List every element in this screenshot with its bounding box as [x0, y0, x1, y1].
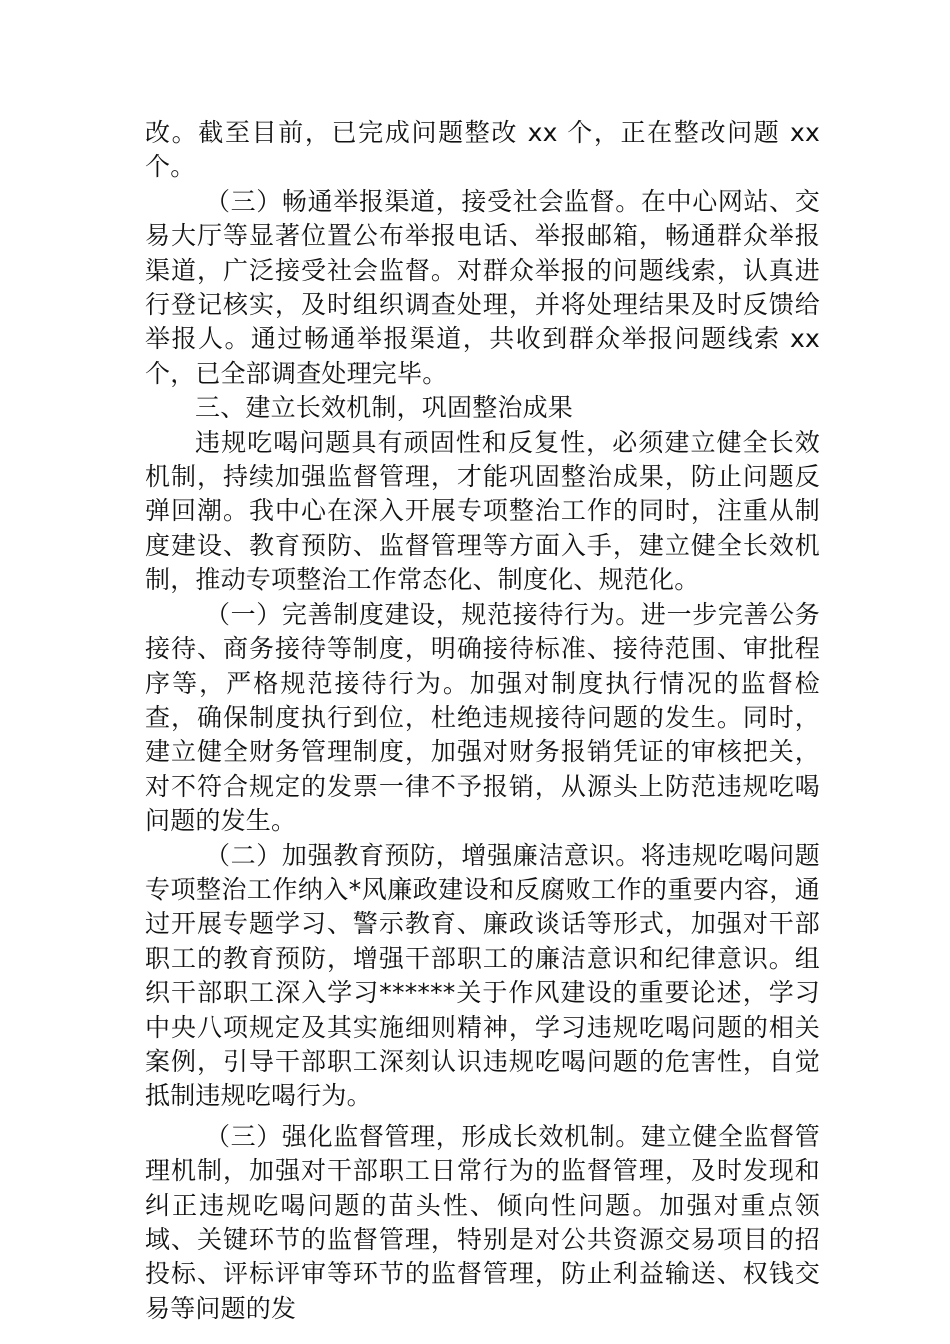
paragraph-subsection-3-supervision: （三）强化监督管理，形成长效机制。建立健全监督管理机制，加强对干部职工日常行为的监督管理，及时发现和纠正违规吃喝问题的苗头性、倾向性问题。加强对重点领域、关键环节的监督管理，特别是对公共资源交易项目的招投标、评标评审等环节的监督管理，防止利益输送、权钱交易等问题的发 — [145, 1121, 820, 1323]
paragraph-continuation: 改。截至目前，已完成问题整改 xx 个，正在整改问题 xx 个。 — [145, 118, 820, 182]
paragraph-section-3-intro: 违规吃喝问题具有顽固性和反复性，必须建立健全长效机制，持续加强监督管理，才能巩固整治成果，防止问题反弹回潮。我中心在深入开展专项整治工作的同时，注重从制度建设、教育预防、监督管理等方面入手，建立健全长效机制，推动专项整治工作常态化、制度化、规范化。 — [145, 427, 820, 595]
paragraph-subsection-2-education: （二）加强教育预防，增强廉洁意识。将违规吃喝问题专项整治工作纳入*风廉政建设和反腐败工作的重要内容，通过开展专题学习、警示教育、廉政谈话等形式，加强对干部职工的教育预防，增强干部职工的廉洁意识和纪律意识。组织干部职工深入学习******关于作风建设的重要论述，学习中央八项规定及其实施细则精神，学习违规吃喝问题的相关案例，引导干部职工深刻认识违规吃喝问题的危害性，自觉抵制违规吃喝行为。 — [145, 840, 820, 1111]
paragraph-subsection-3-reporting: （三）畅通举报渠道，接受社会监督。在中心网站、交易大厅等显著位置公布举报电话、举报邮箱，畅通群众举报渠道，广泛接受社会监督。对群众举报的问题线索，认真进行登记核实，及时组织调查处理，并将处理结果及时反馈给举报人。通过畅通举报渠道，共收到群众举报问题线索 xx 个，已全部调查处理完毕。 — [145, 186, 820, 388]
paragraph-subsection-1-system: （一）完善制度建设，规范接待行为。进一步完善公务接待、商务接待等制度，明确接待标准、接待范围、审批程序等，严格规范接待行为。加强对制度执行情况的监督检查，确保制度执行到位，杜绝违规接待问题的发生。同时，建立健全财务管理制度，加强对财务报销凭证的审核把关，对不符合规定的发票一律不予报销，从源头上防范违规吃喝问题的发生。 — [145, 599, 820, 836]
section-heading-3: 三、建立长效机制，巩固整治成果 — [195, 393, 574, 423]
document-body — [145, 116, 820, 1326]
